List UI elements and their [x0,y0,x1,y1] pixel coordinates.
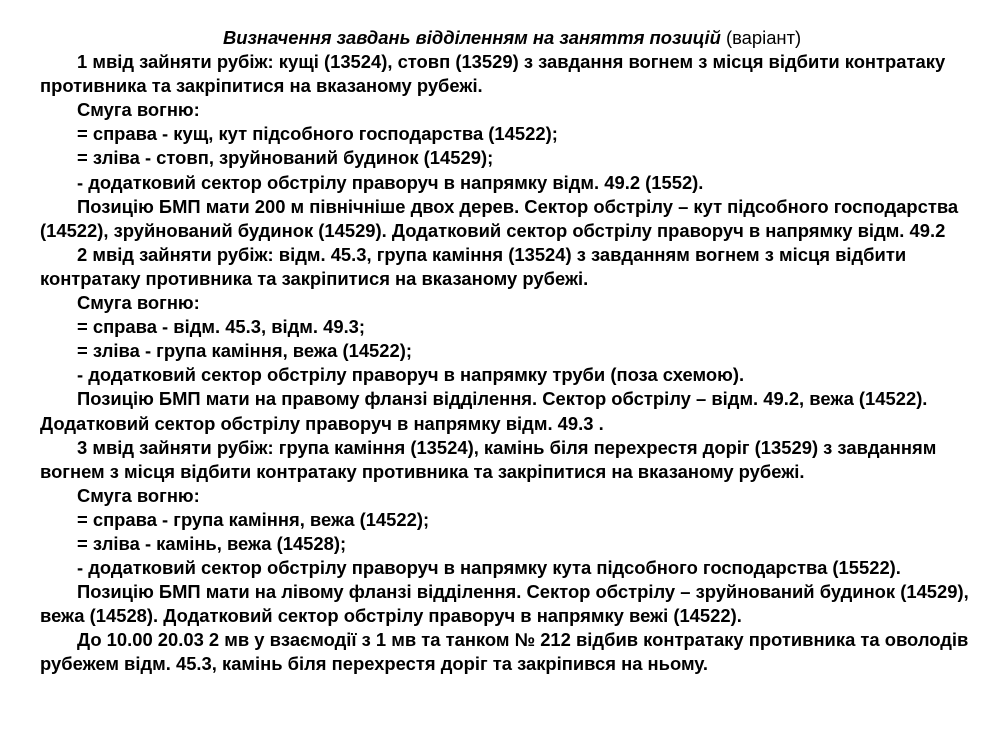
fire-band-right-1: = справа - кущ, кут підсобного господарства (14522); [77,123,558,145]
title-main: Визначення завдань відділенням на заняття позицій [223,27,721,48]
fire-band-left-1: = зліва - стовп, зруйнований будинок (14529); [77,147,494,169]
section-3 [40,436,1002,629]
bmp-position-2: Позицію БМП мати на правому фланзі відділення. Сектор обстрілу – відм. 49.2, вежа (14522). Додатковий сектор обстрілу праворуч в напрямку відм. 49.3 . [40,388,928,434]
fire-band-left-2: = зліва - група каміння, вежа (14522); [77,340,412,362]
fire-band-label-2: Смуга вогню: [77,292,200,314]
document-title [40,26,1002,50]
fire-band-right-3: = справа - група каміння, вежа (14522); [77,508,430,530]
task-1: 1 мвід зайняти рубіж: кущі (13524), стовп (13529) з завдання вогнем з місця відбити контратаку противника та закріпитися на вказаному рубежі. [40,51,946,97]
fire-band-label-1: Смуга вогню: [77,99,200,121]
fire-band-label-3: Смуга вогню: [77,484,200,506]
section-2 [40,243,1002,436]
extra-sector-2: - додатковий сектор обстрілу праворуч в напрямку труби (поза схемою). [77,364,745,386]
bmp-position-3: Позицію БМП мати на лівому фланзі відділення. Сектор обстрілу – зруйнований будинок (14529), вежа (14528). Додатковий сектор обстрілу праворуч в напрямку вежі (14522). [40,581,969,627]
fire-band-right-2: = справа - відм. 45.3, відм. 49.3; [77,316,366,338]
title-variant: (варіант) [725,27,802,48]
extra-sector-3: - додатковий сектор обстрілу праворуч в напрямку кута підсобного господарства (15522). [77,557,901,579]
document-page [40,26,1002,677]
extra-sector-1: - додатковий сектор обстрілу праворуч в напрямку відм. 49.2 (1552). [77,171,704,193]
section-1 [40,50,1002,243]
task-2: 2 мвід зайняти рубіж: відм. 45.3, група каміння (13524) з завданням вогнем з місця відбити контратаку противника та закріпитися на вказаному рубежі. [40,243,907,289]
fire-band-left-3: = зліва - камінь, вежа (14528); [77,532,347,554]
final-report: До 10.00 20.03 2 мв у взаємодії з 1 мв та танком № 212 відбив контратаку противника та оволодів рубежем відм. 45.3, камінь біля перехрестя доріг та закріпився на ньому. [40,629,969,675]
task-3: 3 мвід зайняти рубіж: група каміння (13524), камінь біля перехрестя доріг (13529) з завданням вогнем з місця відбити контратаку противника та закріпитися на вказаному рубежі. [40,436,937,482]
bmp-position-1: Позицію БМП мати 200 м північніше двох дерев. Сектор обстрілу – кут підсобного господарства (14522), зруйнований будинок (14529). Додатковий сектор обстрілу праворуч в напрямку відм. 49.2 [40,195,959,241]
